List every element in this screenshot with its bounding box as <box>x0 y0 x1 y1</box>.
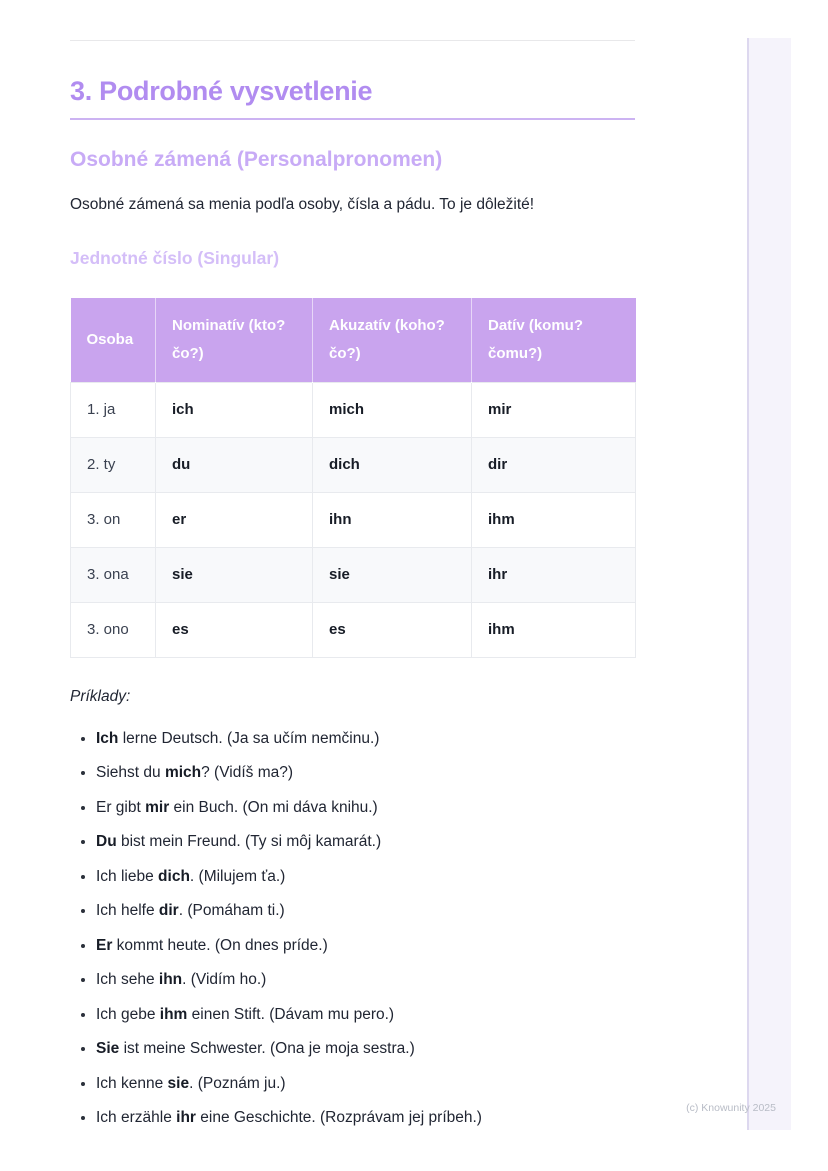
subsection-title: Osobné zámená (Personalpronomen) <box>70 148 443 171</box>
example-pronoun-bold: dich <box>158 867 190 885</box>
example-text: . (Poznám ju.) <box>189 1074 286 1092</box>
header-cell-osoba: Osoba <box>71 298 156 382</box>
header-row <box>71 298 636 382</box>
pronoun-cell: ihn <box>313 492 472 547</box>
side-accent-bar <box>747 38 791 1130</box>
example-pronoun-bold: Du <box>96 833 117 850</box>
example-text: Ich erzähle <box>96 1109 177 1126</box>
header-cell-nominativ: Nominatív (kto? čo?) <box>156 298 313 382</box>
pronoun-table-body <box>71 382 636 657</box>
example-text: einen Stift. (Dávam mu pero.) <box>187 1005 395 1023</box>
example-pronoun-bold: sie <box>167 1074 190 1092</box>
pronoun-cell: ich <box>156 382 313 437</box>
example-text: . (Vidím ho.) <box>182 971 267 988</box>
top-divider <box>70 40 635 41</box>
document-content <box>70 0 635 1142</box>
title-underline <box>70 118 635 120</box>
copyright-text: (c) Knowunity 2025 <box>686 1102 776 1114</box>
example-item <box>96 1038 635 1059</box>
pronoun-table <box>70 298 636 658</box>
example-pronoun-bold: Er <box>96 936 113 954</box>
header-cell-akuzativ: Akuzatív (koho? čo?) <box>313 298 472 382</box>
example-text: Ich sehe <box>96 971 159 988</box>
example-item <box>96 762 635 783</box>
pronoun-cell: dich <box>313 437 472 492</box>
example-item <box>96 1073 635 1094</box>
pronoun-cell: er <box>156 492 313 547</box>
person-cell: 3. ona <box>71 547 156 602</box>
example-text: Siehst du <box>96 764 165 781</box>
example-pronoun-bold: mich <box>164 764 202 781</box>
pronoun-cell: ihm <box>472 602 636 657</box>
example-pronoun-bold: dir <box>158 902 179 919</box>
table-row <box>71 382 636 437</box>
example-item <box>96 797 635 818</box>
example-pronoun-bold: Sie <box>96 1040 120 1057</box>
pronoun-cell: sie <box>156 547 313 602</box>
example-text: Ich kenne <box>96 1074 168 1092</box>
example-item <box>96 728 635 749</box>
header-cell-dativ: Datív (komu? čomu?) <box>472 298 636 382</box>
example-text: Ich helfe <box>96 902 159 919</box>
pronoun-cell: sie <box>313 547 472 602</box>
pronoun-table-header <box>71 298 636 382</box>
person-cell: 2. ty <box>71 437 156 492</box>
pronoun-cell: ihm <box>472 492 636 547</box>
example-pronoun-bold: ihm <box>159 1005 188 1023</box>
example-text: . (Pomáham ti.) <box>178 902 285 919</box>
pronoun-cell: mir <box>472 382 636 437</box>
example-item <box>96 900 635 921</box>
example-item <box>96 969 635 990</box>
example-text: eine Geschichte. (Rozprávam jej príbeh.) <box>195 1109 482 1126</box>
pronoun-cell: mich <box>313 382 472 437</box>
table-row <box>71 602 636 657</box>
pronoun-cell: dir <box>472 437 636 492</box>
pronoun-cell: du <box>156 437 313 492</box>
example-pronoun-bold: ihr <box>176 1109 196 1126</box>
example-text: ein Buch. (On mi dáva knihu.) <box>169 798 378 816</box>
example-item <box>96 1004 635 1025</box>
intro-paragraph: Osobné zámená sa menia podľa osoby, čísla a pádu. To je dôležité! <box>70 196 535 213</box>
example-pronoun-bold: Ich <box>96 729 119 747</box>
example-text: . (Milujem ťa.) <box>189 867 286 885</box>
table-row <box>71 547 636 602</box>
example-text: ? (Vidíš ma?) <box>201 764 294 781</box>
pronoun-cell: es <box>313 602 472 657</box>
example-text: Ich gebe <box>96 1005 160 1023</box>
example-text: lerne Deutsch. (Ja sa učím nemčinu.) <box>118 729 380 747</box>
example-pronoun-bold: ihn <box>158 971 183 988</box>
table-row <box>71 437 636 492</box>
example-text: Ich liebe <box>96 867 159 885</box>
table-row <box>71 492 636 547</box>
person-cell: 3. on <box>71 492 156 547</box>
example-text: kommt heute. (On dnes príde.) <box>112 936 328 954</box>
examples-label: Príklady: <box>70 687 131 705</box>
example-item <box>96 866 635 887</box>
example-text: Er gibt <box>96 798 146 816</box>
example-text: ist meine Schwester. (Ona je moja sestra.) <box>119 1040 415 1057</box>
person-cell: 3. ono <box>71 602 156 657</box>
pronoun-cell: es <box>156 602 313 657</box>
person-cell: 1. ja <box>71 382 156 437</box>
example-item <box>96 1107 635 1128</box>
singular-heading: Jednotné číslo (Singular) <box>70 248 280 268</box>
section-title: 3. Podrobné vysvetlenie <box>70 76 373 106</box>
example-item <box>96 831 635 852</box>
pronoun-cell: ihr <box>472 547 636 602</box>
examples-list <box>70 728 635 1129</box>
example-text: bist mein Freund. (Ty si môj kamarát.) <box>116 833 382 850</box>
example-item <box>96 935 635 956</box>
example-pronoun-bold: mir <box>145 798 170 816</box>
